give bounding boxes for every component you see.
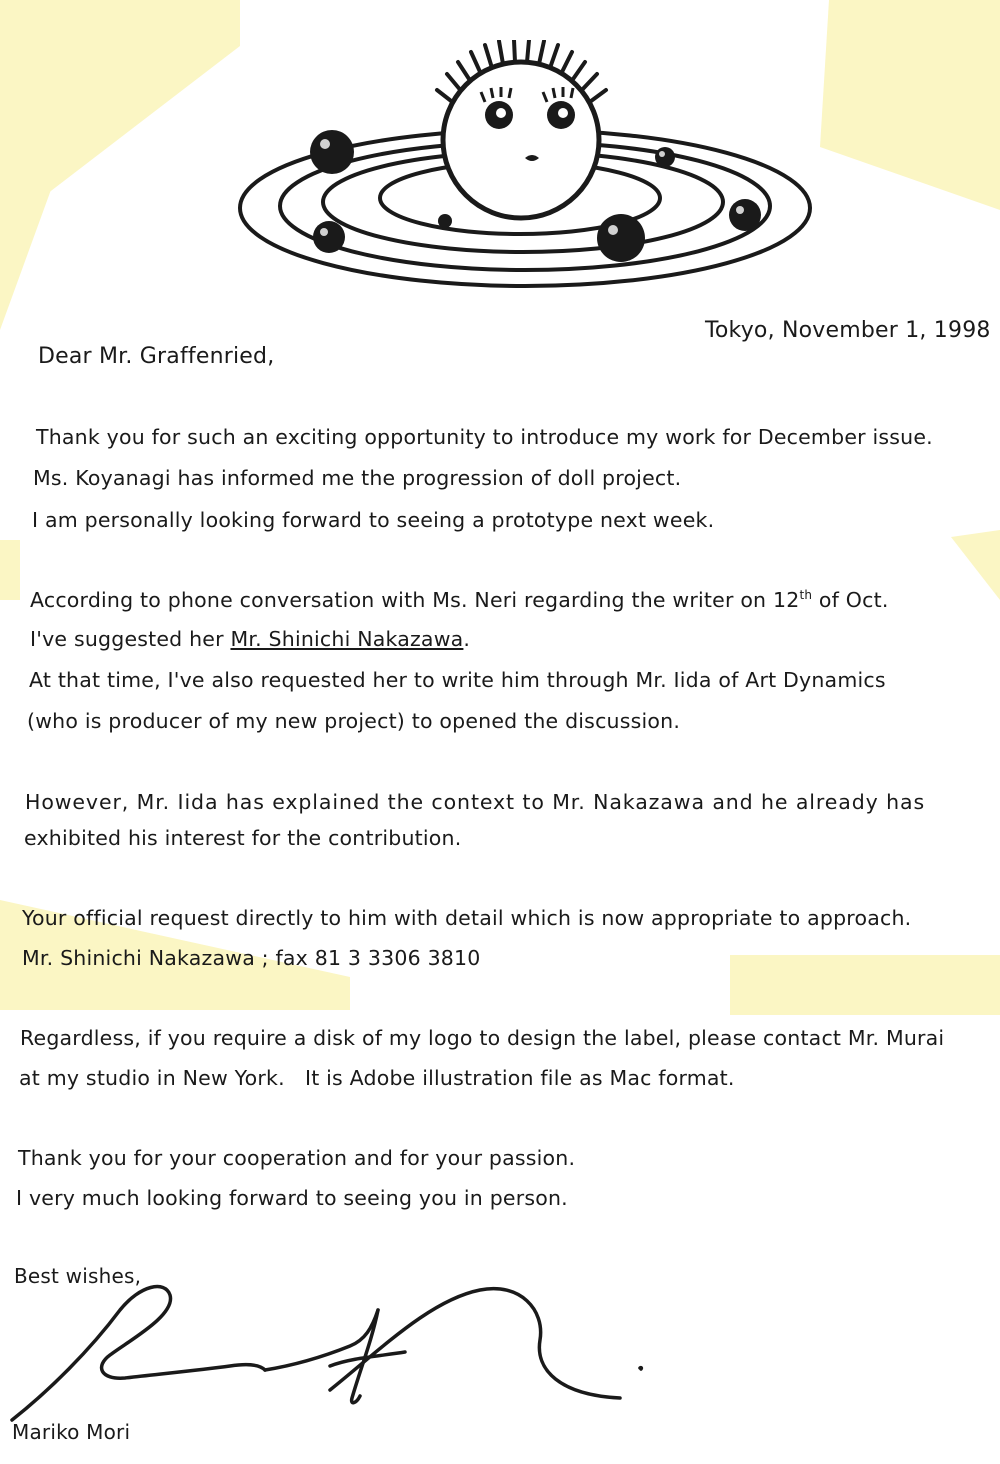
letter-date: Tokyo, November 1, 1998 (705, 318, 991, 343)
paragraph-5-line-1: Regardless, if you require a disk of my logo to design the label, please contact Mr. Murai (20, 1026, 945, 1050)
sticky-note-top-right (820, 0, 1000, 210)
paragraph-2-line-2-text: I've suggested her (30, 627, 231, 651)
paragraph-6-line-2: I very much looking forward to seeing you in person. (16, 1186, 568, 1210)
sticky-note-right-middle (930, 530, 1000, 600)
paragraph-5-line-2: at my studio in New York. It is Adobe illustration file as Mac format. (19, 1066, 735, 1090)
sun-face-logo-icon (235, 40, 835, 290)
paragraph-6-line-1: Thank you for your cooperation and for your passion. (18, 1146, 576, 1170)
paragraph-4-line-1: Your official request directly to him with detail which is now appropriate to approach. (22, 906, 912, 930)
paragraph-1-line-1: Thank you for such an exciting opportunity to introduce my work for December issue. (36, 425, 933, 449)
paragraph-2-line-4: (who is producer of my new project) to opened the discussion. (27, 709, 681, 733)
letter-salutation: Dear Mr. Graffenried, (38, 344, 275, 369)
letter-closing: Best wishes, (14, 1264, 142, 1288)
sticky-note-left-middle (0, 540, 20, 600)
paragraph-4-line-2: Mr. Shinichi Nakazawa ; fax 81 3 3306 3810 (22, 946, 481, 970)
paragraph-3-line-1: However, Mr. Iida has explained the context to Mr. Nakazawa and he already has (25, 790, 926, 814)
ordinal-suffix: th (799, 588, 813, 603)
paragraph-1-line-3: I am personally looking forward to seeing a prototype next week. (32, 508, 715, 532)
paragraph-2-line-2-tail: . (463, 627, 471, 651)
paragraph-2-line-2 (30, 627, 470, 651)
paragraph-1-line-2: Ms. Koyanagi has informed me the progression of doll project. (33, 466, 682, 490)
paragraph-2-line-3: At that time, I've also requested her to write him through Mr. Iida of Art Dynamics (29, 668, 886, 692)
writer-name-underlined: Mr. Shinichi Nakazawa (230, 627, 464, 651)
paragraph-2-line-1-text: According to phone conversation with Ms. Neri regarding the writer on 12 (30, 588, 800, 612)
paragraph-3-line-2: exhibited his interest for the contribution. (24, 826, 462, 850)
paragraph-2-line-1 (30, 588, 889, 612)
paragraph-2-line-1-tail: of Oct. (812, 588, 889, 612)
sticky-note-top-left-lower (0, 0, 120, 330)
signature-name: Mariko Mori (12, 1420, 131, 1444)
sticky-note-right-lower (730, 955, 1000, 1015)
handwritten-signature-icon (0, 1270, 700, 1430)
